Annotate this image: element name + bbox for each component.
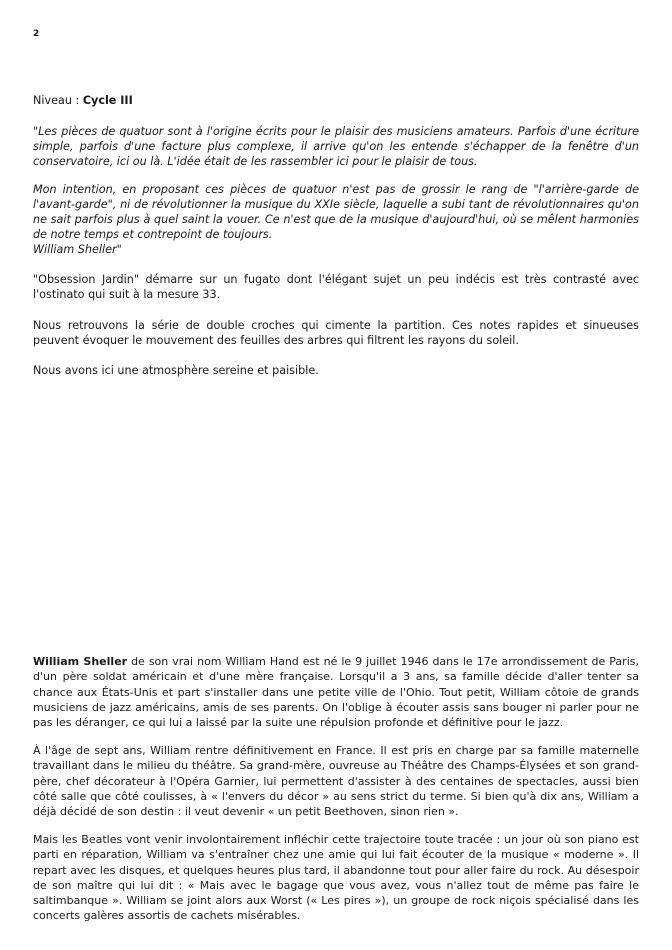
bio-paragraph-2: À l'âge de sept ans, William rentre définitivement en France. Il est pris en charge par sa famille maternelle travaillant dans le milieu du théâtre. Sa grand-mère, ouvreuse au Théâtre des Champs-Élysées et son grand-père, chef décorateur à l'Opéra Garnier, lui permettent d'assister à des centaines de spectacles, aussi bien côté salle que côté coulisses, à « l'envers du décor » au sens strict du terme. Si bien qu'à dix ans, William a déjà décidé de son destin : il veut devenir « un petit Beethoven, sinon rien ». bbox=[33, 744, 639, 819]
quote-paragraph-1: "Les pièces de quatuor sont à l'origine écrits pour le plaisir des musiciens amateurs. Parfois d'une écriture simple, parfois d'une facture plus complexe, il arrive qu'on les entende s'échapper de la fenêtre d'un conservatoire, ici ou là. L'idée était de les rassembler ici pour le plaisir de tous. bbox=[33, 125, 639, 168]
level-label: Niveau : bbox=[33, 94, 83, 107]
quote-signature: William Sheller" bbox=[33, 243, 122, 256]
page-number: 2 bbox=[33, 29, 40, 39]
description-paragraph-3: Nous avons ici une atmosphère sereine et paisible. bbox=[33, 364, 319, 377]
bio-name: William Sheller bbox=[33, 655, 128, 668]
description-paragraph-2: Nous retrouvons la série de double croches qui cimente la partition. Ces notes rapides et sinueuses peuvent évoquer le mouvement des feuilles des arbres qui filtrent les rayons du soleil. bbox=[33, 319, 639, 347]
level-line bbox=[33, 93, 639, 108]
bio-paragraph-3: Mais les Beatles vont venir involontairement infléchir cette trajectoire toute tracée : un jour où son piano est parti en réparation, William va s'entraîner chez une amie qui lui fait écouter de la musique « moderne ». Il repart avec les disques, et quelques heures plus tard, il abandonne tout pour aller faire du rock. Au désespoir de son maître qui lui dit : « Mais avec le bagage que vous avez, vous n'allez tout de même pas faire le saltimbanque ». William se joint alors aux Worst (« Les pires »), un groupe de rock niçois spécialisé dans les concerts galères assortis de cachets misérables. bbox=[33, 833, 639, 923]
bio-paragraph-1-text: de son vrai nom William Hand est né le 9 juillet 1946 dans le 17e arrondissement de Paris, d'un père soldat américain et d'une mère française. Lorsqu'il a 3 ans, sa famille décide d'aller tenter sa chance aux États-Unis et part s'installer dans une petite ville de l'Ohio. Tout petit, William côtoie de grands musiciens de jazz américains, amis de ses parents. On l'oblige à écouter assis sans bouger ni parler pour ne pas les déranger, ce qui lui a laissé par la suite une répulsion profonde et définitive pour le jazz. bbox=[33, 655, 639, 730]
quote-paragraph-2: Mon intention, en proposant ces pièces de quatuor n'est pas de grossir le rang de "l'arrière-garde de l'avant-garde", ni de révolutionner la musique du XXIe siècle, laquelle a subi tant de révolutionnaires qu'on ne sait parfois plus à quel saint la vouer. Ce n'est que de la musique d'aujourd'hui, où se mêlent harmonies de notre temps et contrepoint de toujours. bbox=[33, 183, 639, 241]
description-paragraph-1: "Obsession Jardin" démarre sur un fugato dont l'élégant sujet un peu indécis est très contrasté avec l'ostinato qui suit à la mesure 33. bbox=[33, 273, 639, 301]
bio-paragraph-1 bbox=[33, 654, 639, 730]
level-value: Cycle III bbox=[82, 94, 133, 107]
